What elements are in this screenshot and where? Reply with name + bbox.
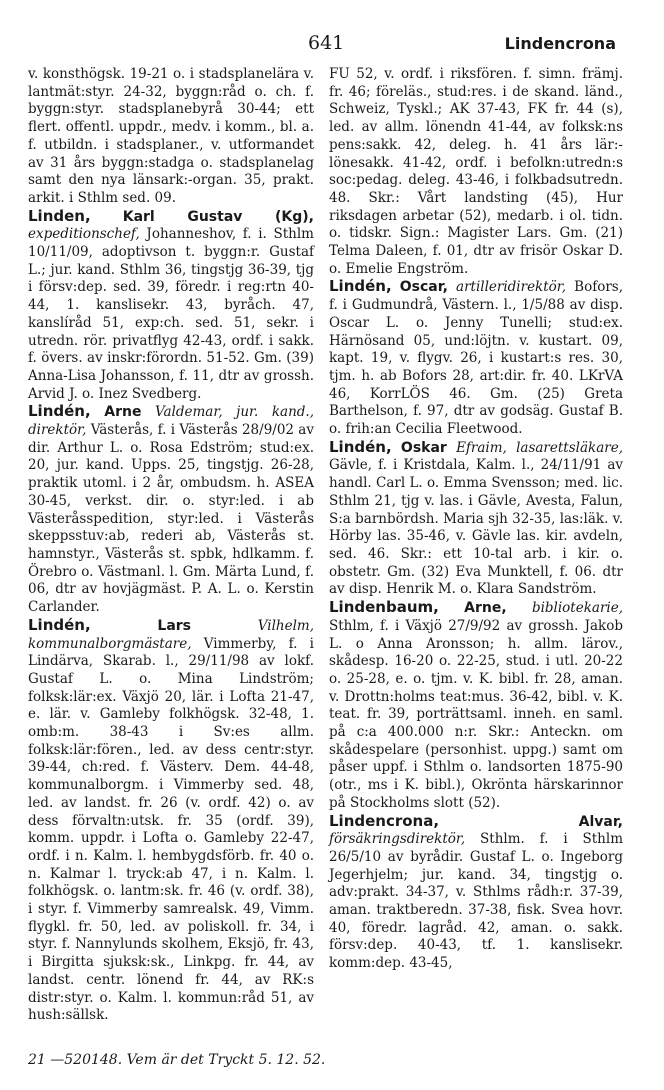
entry-body: Johanneshov, f. i. Sthlm 10/11/09, adoptivson t. byggn:r. Gustaf L.; jur. kand. Sthlm 36, tingstjg 36-39, tjg i försv:dep. sed. 39, föredr. i reg:rtn 40-44, 1. kanslisekr. 43, byråch. 47, kanslíråd 51, exp:ch. sed. 51, sekr. i utredn. rör. privatflyg 42-43, ordf. i sakk. f. övers. av inskr:förordn. 51-52. Gm. (39) Anna-Lisa Johansson, f. 11, dtr av grossh. Arvid J. o. Inez Svedberg. — [28, 226, 314, 402]
entry-given-name: Lars — [157, 617, 192, 634]
entry-given-name: Karl Gustav (Kg), — [122, 208, 314, 225]
entry-occupation: Valdemar, jur. kand., direktör, — [28, 404, 315, 439]
continuation-text: FU 52, v. ordf. i riksfören. f. simn. främj. fr. 46; föreläs., stud:res. i de skand. länd., Schweiz, Tyskl.; AK 37-43, FK fr. 44 (s), led. av allm. lönendn 41-44, av folksk:ns pens:sakk. 42, deleg. h. 41 års lär:-lönesakk. 41-42, ordf. i befolkn:utredn:s soc:pedag. deleg. 43-46, i folkbadsutredn. 48. Skr.: Vårt landsting (45), Hur riksdagen arbetar (52), medarb. i ol. tidn. o. tidskr. Sign.: Magister Lars. Gm. (21) Telma Daleen, f. 01, dtr av frisör Oskar D. o. Emelie Engström. — [329, 66, 623, 277]
entry-lindenbaum-arne — [329, 599, 623, 812]
printer-imprint: 21 —520148. Vem är det Tryckt 5. 12. 52. — [28, 1052, 326, 1068]
entry-given-name: Arne, — [464, 600, 507, 617]
entry-occupation: försäkringsdirektör, — [329, 831, 466, 848]
entry-headword: Lindén, — [329, 277, 392, 296]
entry-body: Bofors, f. i Gudmundrå, Västern. l., 1/5/88 av disp. Oscar L. o. Jenny Tunelli; stud:ex. Härnösand 05, und:löjtn. v. kustart. 09, kapt. 19, v. flygv. 26, i kustart:s res. 30, tjm. h. ab Bofors 28, art:dir. fr. 40. LKrVA 46, KorrLÖS 46. Gm. (25) Greta Barthelson, f. 97, dtr av godsäg. Gustaf B. o. frih:an Cecilia Fleetwood. — [329, 279, 624, 438]
continuation-text: v. konsthögsk. 19-21 o. i stadsplanelära v. lantmät:styr. 24-32, byggn:råd o. ch. f. byggn:styr. stadsplanebyrå 30-44; ett flert. offentl. uppdr., medv. i komm., bl. a. f. utbildn. i stadsplaner., v. utformandet av 31 års byggn:stadga o. stadsplanelag samt den nya länsark:-organ. 35, prakt. arkit. i Sthlm sed. 09. — [28, 66, 314, 206]
entry-given-name: Oskar — [400, 439, 447, 456]
entry-body: Sthlm. f. i Sthlm 26/5/10 av byrådir. Gustaf L. o. Ingeborg Jegerhjelm; jur. kand. 34, tingstjg o. adv:prakt. 34-37, v. Sthlms rådh:r. 37-39, aman. traktberedn. 37-38, fisk. Svea hovr. 40, föredr. lagråd. 42, aman. o. sakk. försv:dep. 40-43, tf. 1. kanslisekr. komm:dep. 43-45, — [329, 831, 623, 972]
entry-linden-oskar — [329, 439, 623, 599]
entry-body: Vimmerby, f. i Lindärva, Skarab. l., 29/11/98 av lokf. Gustaf L. o. Mina Lindström; folksk:lär:ex. Växjö 20, lär. i Lofta 21-47, e. lär. v. Gamleby folkhögsk. 32-48, 1. omb:m. 38-43 i Sv:es allm. folksk:lär:fören., led. av dess centr:styr. 39-44, ch:red. f. Västerv. Dem. 44-48, kommunalborgm. i Vimmerby sed. 48, led. av landst. fr. 26 (v. ordf. 42) o. av dess förvaltn:utsk. fr. 35 (ordf. 39), komm. uppdr. i Lofta o. Gamleby 22-47, ordf. i n. Kalm. l. hembygdsförb. fr. 40 o. n. Kalmar l. tryck:ab 47, i n. Kalm. l. folkhögsk. o. lantm:sk. fr. 46 (v. ordf. 38), i styr. f. Vimmerby samrealsk. 49, Vimm. flygkl. fr. 50, led. av poliskoll. fr. 34, i styr. f. Nannylunds skolhem, Eksjö, fr. 43, i Birgitta sjuksk:sk., Linkpg. fr. 44, av landst. centr. lönend fr. 44, av RK:s distr:styr. o. Kalm. l. kommun:råd 51, av hush:sällsk. — [28, 635, 314, 1024]
page-header — [0, 30, 664, 60]
entry-linden-arne — [28, 403, 314, 616]
entry-headword: Lindencrona, — [329, 811, 440, 830]
entry-headword: Lindenbaum, — [329, 598, 439, 617]
entry-linden-lars — [28, 617, 314, 1025]
entry-body: Sthlm, f. i Växjö 27/9/92 av grossh. Jakob L. o Anna Aronsson; h. allm. lärov., skådesp. 16-20 o. 22-25, stud. i utl. 20-22 o. 25-28, e. o. tjm. v. K. bibl. fr. 28, aman. v. Drottn:holms teat:mus. 36-42, bibl. v. K. teat. fr. 39, porträttsaml. inneh. en saml. på c:a 400.000 n:r. Skr.: Anteckn. om skådespelare (personhist. uppg.) samt om påser uppf. i Sthlm o. landsorten 1875-90 (otr., ms i K. bibl.), Okrönta härskarinnor på Stockholms slott (52). — [329, 617, 623, 811]
entry-linden-oscar — [329, 278, 623, 438]
entry-occupation: Vilhelm, kommunalborgmästare, — [28, 617, 314, 652]
left-column — [28, 66, 314, 1025]
entry-headword: Lindén, — [28, 402, 91, 421]
entry-headword: Lindén, — [329, 437, 392, 456]
entry-body: Gävle, f. i Kristdala, Kalm. l., 24/11/91 av handl. Carl L. o. Emma Svensson; med. lic. Sthlm 21, tjg v. las. i Gävle, Avesta, Falun, S:a barnbördsh. Maria sjh 32-35, las:läk. v. Hörby las. 35-46, v. Gävle las. kir. avdeln, sed. 46. Skr.: ett 10-tal arb. i kir. o. obstetr. Gm. (32) Eva Munktell, f. 06. dtr av disp. Henrik M. o. Klara Sandström. — [329, 457, 623, 598]
entry-given-name: Oscar, — [399, 279, 448, 296]
running-head: Lindencrona — [504, 34, 616, 53]
entry-occupation: expeditionschef, — [28, 226, 140, 243]
entry-given-name: Alvar, — [578, 813, 623, 830]
entry-linden-karl-gustav — [28, 208, 314, 404]
page-number: 641 — [308, 32, 345, 54]
entry-body: Västerås, f. i Västerås 28/9/02 av dir. Arthur L. o. Rosa Edström; stud:ex. 20, jur. kand. Upps. 25, tingstjg. 26-28, praktik utoml. i 2 år, ombudsm. h. ASEA 30-45, verkst. dir. o. styr:led. i ab Västeråsspedition, styr:led. i Västerås skeppsstuv:ab, rederi ab, Västerås st. hamnstyr., Västerås st. spbk, hdlkamm. f. Örebro o. Västmanl. l. Gm. Märta Lund, f. 06, dtr av hovjägmäst. P. A. L. o. Kerstin Carlander. — [28, 422, 314, 616]
entry-occupation: artilleridirektör, — [456, 279, 567, 296]
entry-headword: Linden, — [28, 206, 91, 225]
entry-headword: Lindén, — [28, 615, 91, 634]
entry-lindencrona-alvar — [329, 813, 623, 973]
entry-occupation: bibliotekarie, — [531, 600, 623, 617]
entry-occupation: Efraim, lasarettsläkare, — [456, 439, 623, 456]
entry-given-name: Arne — [104, 404, 142, 421]
right-column — [329, 66, 623, 973]
